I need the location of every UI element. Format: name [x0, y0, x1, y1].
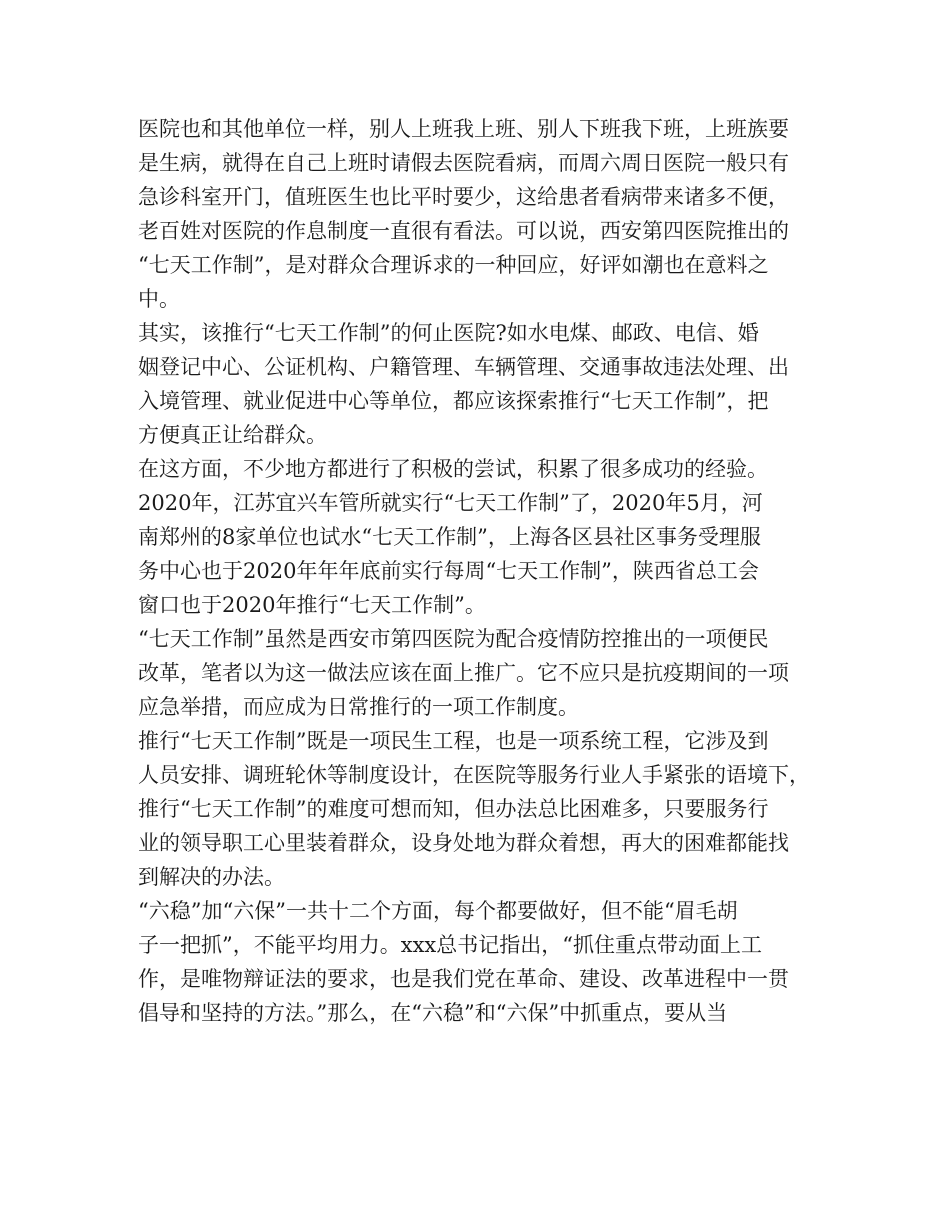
text-line: 推行“七天工作制”的难度可想而知，但办法总比困难多，只要服务行 — [138, 797, 769, 821]
text-line: 业的领导职工心里装着群众，设身处地为群众着想，再大的困难都能找 — [138, 831, 789, 855]
text-line: 窗口也于2020年推行“七天工作制”。 — [138, 593, 486, 617]
text-line: 2020年，江苏宜兴车管所就实行“七天工作制”了，2020年5月，河 — [138, 491, 763, 515]
text-line: 医院也和其他单位一样，别人上班我上班、别人下班我下班，上班族要 — [138, 117, 789, 141]
text-line: 改革，笔者以为这一做法应该在面上推广。它不应只是抗疫期间的一项 — [138, 661, 789, 685]
text-line: 急诊科室开门，值班医生也比平时要少，这给患者看病带来诸多不便， — [138, 185, 789, 209]
text-line: 中。 — [138, 287, 180, 311]
text-line: 方便真正让给群众。 — [138, 423, 327, 447]
text-line: 人员安排、调班轮休等制度设计，在医院等服务行业人手紧张的语境下， — [138, 763, 810, 787]
text-line: 在这方面，不少地方都进行了积极的尝试，积累了很多成功的经验。 — [138, 457, 768, 481]
text-line: 倡导和坚持的方法。”那么，在“六稳”和“六保”中抓重点，要从当 — [138, 1001, 728, 1025]
document-body — [138, 112, 828, 1030]
text-line: 到解决的办法。 — [138, 865, 285, 889]
text-line: 其实，该推行“七天工作制”的何止医院?如水电煤、邮政、电信、婚 — [138, 321, 759, 345]
text-line: 是生病，就得在自己上班时请假去医院看病，而周六周日医院一般只有 — [138, 151, 789, 175]
text-line: 南郑州的8家单位也试水“七天工作制”，上海各区县社区事务受理服 — [138, 525, 761, 549]
text-line: 应急举措，而应成为日常推行的一项工作制度。 — [138, 695, 579, 719]
text-line: 推行“七天工作制”既是一项民生工程，也是一项系统工程，它涉及到 — [138, 729, 769, 753]
text-line: “七天工作制”虽然是西安市第四医院为配合疫情防控推出的一项便民 — [138, 627, 769, 651]
text-line: “六稳”加“六保”一共十二个方面，每个都要做好，但不能“眉毛胡 — [138, 899, 738, 923]
text-line: 务中心也于2020年年年底前实行每周“七天工作制”，陕西省总工会 — [138, 559, 759, 583]
text-line: 子一把抓”，不能平均用力。xxx总书记指出，“抓住重点带动面上工 — [138, 933, 762, 957]
text-line: “七天工作制”，是对群众合理诉求的一种回应，好评如潮也在意料之 — [138, 253, 769, 277]
text-line: 老百姓对医院的作息制度一直很有看法。可以说，西安第四医院推出的 — [138, 219, 789, 243]
text-line: 入境管理、就业促进中心等单位，都应该探索推行“七天工作制”，把 — [138, 389, 769, 413]
text-line: 姻登记中心、公证机构、户籍管理、车辆管理、交通事故违法处理、出 — [138, 355, 789, 379]
text-line: 作，是唯物辩证法的要求，也是我们党在革命、建设、改革进程中一贯 — [138, 967, 789, 991]
